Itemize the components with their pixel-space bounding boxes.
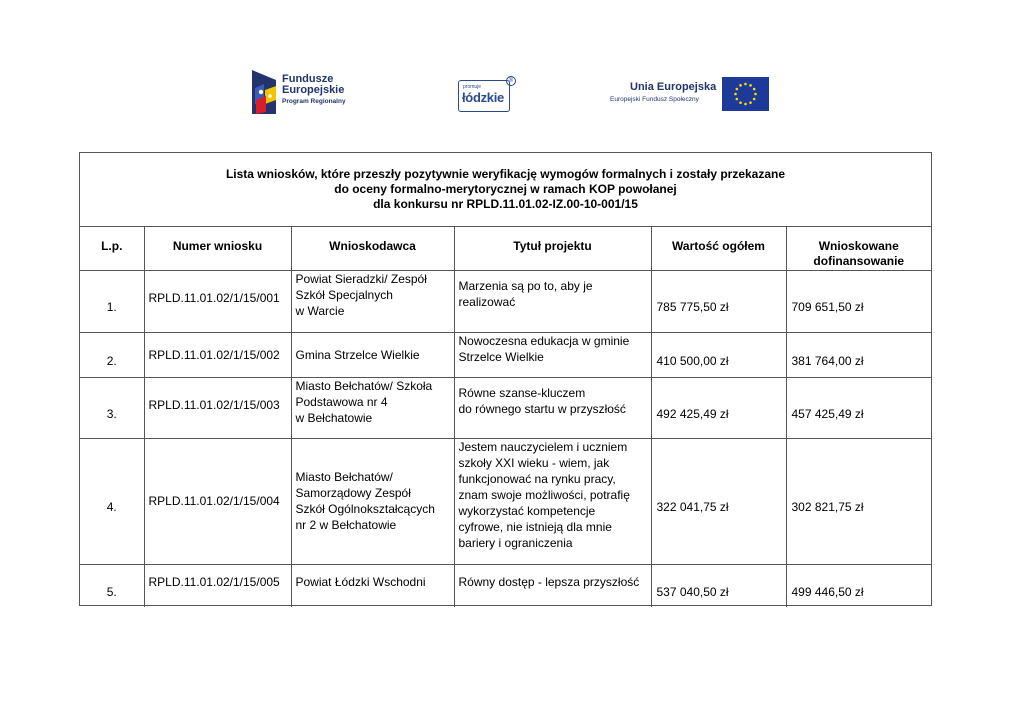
cell-dofinansowanie: 457 425,49 zł — [786, 377, 931, 438]
ue-title: Unia Europejska — [630, 81, 717, 93]
table-row — [80, 270, 931, 332]
eu-star-icon — [753, 88, 756, 91]
cell-numer: RPLD.11.01.02/1/15/005 — [144, 564, 291, 607]
eu-star-icon — [754, 93, 757, 96]
header-wartosc-ogolem: Wartość ogółem — [651, 227, 786, 270]
cell-wartosc: 492 425,49 zł — [651, 377, 786, 438]
cell-tytul — [454, 332, 651, 377]
fundusze-europejskie-logo — [252, 70, 364, 114]
header-dofin-line2: dofinansowanie — [813, 254, 905, 268]
tytul-line: wykorzystać kompetencje — [458, 503, 596, 518]
tytul-line: realizować — [458, 294, 516, 309]
wnioskodawca-line: Miasto Bełchatów/ Szkoła — [295, 378, 433, 393]
eu-star-icon — [749, 84, 752, 87]
cell-tytul — [454, 377, 651, 438]
tytul-line: Strzelce Wielkie — [458, 349, 544, 364]
fundusze-europejskie-emblem-icon — [252, 70, 276, 114]
cell-wnioskodawca — [291, 564, 454, 607]
tytul-line: Marzenia są po to, aby je — [458, 278, 593, 293]
table-row — [80, 332, 931, 377]
applications-table — [80, 227, 931, 607]
wnioskodawca-line: Samorządowy Zespół — [295, 486, 411, 500]
tytul-line: Nowoczesna edukacja w gminie — [458, 333, 630, 348]
wnioskodawca-line: Gmina Strzelce Wielkie — [295, 347, 420, 362]
fe-line3: Program Regionalny — [282, 98, 346, 105]
eu-star-icon — [736, 88, 739, 91]
cell-numer: RPLD.11.01.02/1/15/001 — [144, 270, 291, 332]
wnioskodawca-line: Miasto Bełchatów/ — [295, 470, 393, 484]
cell-lp: 5. — [80, 564, 144, 607]
ue-subtitle: Europejski Fundusz Społeczny — [610, 96, 699, 103]
caption-line-2: do oceny formalno-merytorycznej w ramach KOP powołanej — [334, 182, 677, 196]
table-caption — [80, 153, 931, 227]
cell-tytul — [454, 270, 651, 332]
header-tytul-projektu: Tytuł projektu — [454, 227, 651, 270]
caption-line-3: dla konkursu nr RPLD.11.01.02-IZ.00-10-001/15 — [373, 197, 638, 211]
lodzkie-badge — [458, 80, 510, 112]
cell-wartosc: 785 775,50 zł — [651, 270, 786, 332]
cell-wnioskodawca — [291, 270, 454, 332]
tytul-line: funkcjonować na rynku pracy, — [458, 471, 616, 486]
promuje-lodzkie-logo — [456, 76, 516, 112]
cell-numer: RPLD.11.01.02/1/15/003 — [144, 377, 291, 438]
wnioskodawca-line: Powiat Sieradzki/ Zespół — [295, 271, 427, 286]
header-wnioskowane-dofinansowanie — [786, 227, 931, 270]
wnioskodawca-line: Szkół Ogólnokształcących — [295, 502, 435, 516]
tytul-line: Równe szanse-kluczem — [458, 385, 586, 400]
eu-star-icon — [744, 83, 747, 86]
registered-mark-icon: ® — [506, 76, 516, 86]
table-row — [80, 564, 931, 607]
cell-wnioskodawca — [291, 438, 454, 564]
table-header-row — [80, 227, 931, 270]
eu-star-icon — [739, 101, 742, 104]
eu-flag-icon — [722, 77, 769, 111]
cell-lp: 2. — [80, 332, 144, 377]
tytul-line: Równy dostęp - lepsza przyszłość — [458, 574, 640, 589]
eu-star-icon — [739, 84, 742, 87]
caption-line-1: Lista wniosków, które przeszły pozytywnie weryfikację wymogów formalnych i zostały przekazane — [225, 167, 786, 181]
header-dofin-line1: Wnioskowane — [818, 239, 899, 253]
cell-wartosc: 410 500,00 zł — [651, 332, 786, 377]
cell-numer: RPLD.11.01.02/1/15/004 — [144, 438, 291, 564]
tytul-line: znam swoje możliwości, potrafię — [458, 487, 630, 502]
header-wnioskodawca: Wnioskodawca — [291, 227, 454, 270]
eu-star-icon — [744, 103, 747, 106]
fe-line1: Fundusze — [282, 73, 334, 85]
cell-dofinansowanie: 709 651,50 zł — [786, 270, 931, 332]
cell-tytul — [454, 564, 651, 607]
header-numer-wniosku: Numer wniosku — [144, 227, 291, 270]
wnioskodawca-line: nr 2 w Bełchatowie — [295, 518, 397, 532]
applications-table-frame — [79, 152, 932, 606]
table-row — [80, 377, 931, 438]
eu-star-icon — [736, 98, 739, 101]
cell-lp: 4. — [80, 438, 144, 564]
tytul-line: szkoły XXI wieku - wiem, jak — [458, 455, 610, 470]
cell-lp: 1. — [80, 270, 144, 332]
header-lp: L.p. — [80, 227, 144, 270]
tytul-line: bariery i ograniczenia — [458, 535, 573, 550]
tytul-line: cyfrowe, nie istnieją dla mnie — [458, 519, 612, 534]
eu-star-icon — [749, 101, 752, 104]
cell-lp: 3. — [80, 377, 144, 438]
cell-wartosc: 322 041,75 zł — [651, 438, 786, 564]
wnioskodawca-line: Podstawowa nr 4 — [295, 394, 388, 409]
eu-star-icon — [753, 98, 756, 101]
fe-line2: Europejskie — [282, 84, 345, 96]
eu-star-icon — [734, 93, 737, 96]
cell-dofinansowanie: 381 764,00 zł — [786, 332, 931, 377]
cell-wartosc: 537 040,50 zł — [651, 564, 786, 607]
cell-wnioskodawca — [291, 377, 454, 438]
lodzkie-small-text: promuje — [463, 84, 482, 90]
tytul-line: Jestem nauczycielem i uczniem — [458, 439, 628, 454]
cell-wnioskodawca — [291, 332, 454, 377]
wnioskodawca-line: w Bełchatowie — [295, 410, 373, 425]
wnioskodawca-line: w Warcie — [295, 303, 345, 318]
cell-dofinansowanie: 302 821,75 zł — [786, 438, 931, 564]
wnioskodawca-line: Powiat Łódzki Wschodni — [295, 574, 426, 589]
wnioskodawca-line: Szkół Specjalnych — [295, 287, 393, 302]
table-row — [80, 438, 931, 564]
tytul-line: do równego startu w przyszłość — [458, 401, 626, 416]
lodzkie-big-text: łódzkie — [462, 90, 504, 105]
cell-numer: RPLD.11.01.02/1/15/002 — [144, 332, 291, 377]
cell-tytul — [454, 438, 651, 564]
cell-dofinansowanie: 499 446,50 zł — [786, 564, 931, 607]
unia-europejska-logo — [610, 76, 772, 112]
